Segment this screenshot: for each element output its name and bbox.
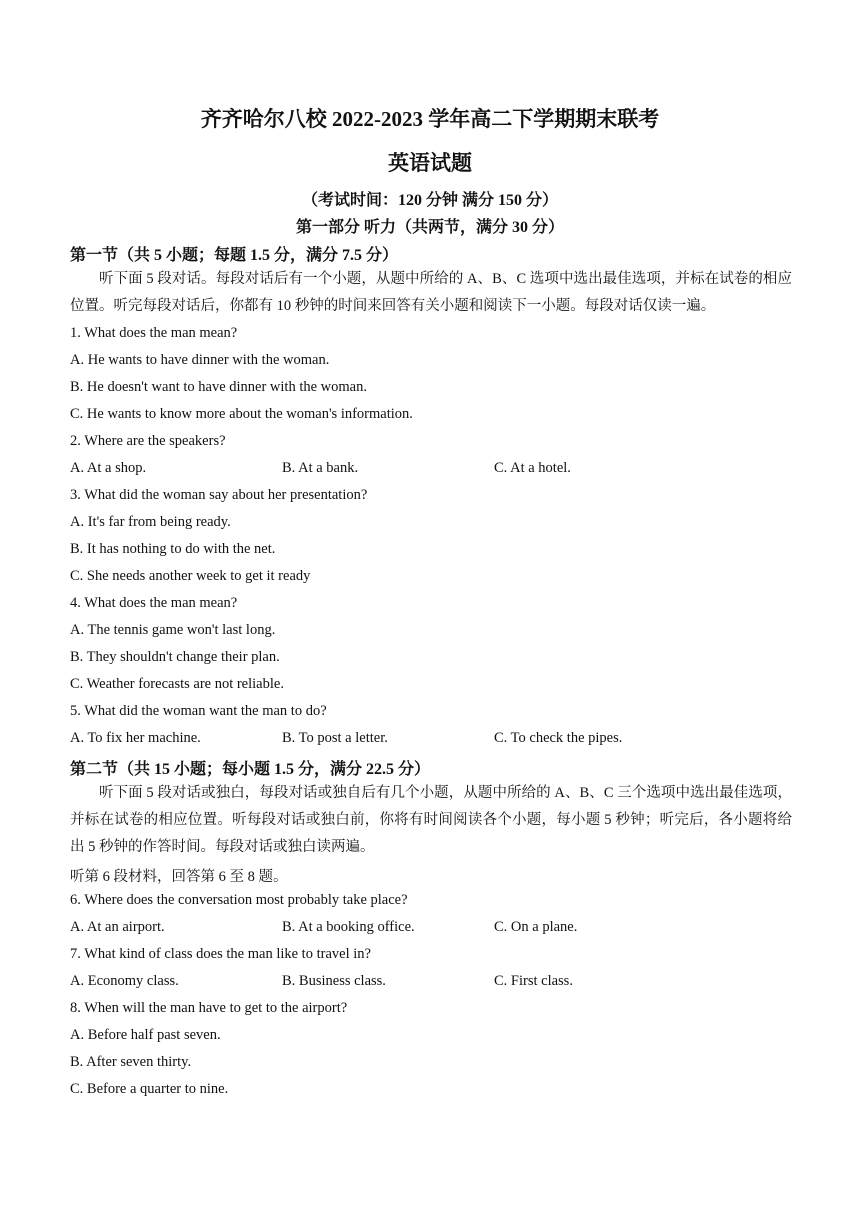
question-5-option-a: A. To fix her machine. [70,730,201,746]
question-5-option-c: C. To check the pipes. [494,730,623,746]
exam-info: （考试时间：120 分钟 满分 150 分） [301,192,558,209]
question-6-option-c: C. On a plane. [494,919,578,935]
question-5: 5. What did the woman want the man to do? [70,703,327,719]
question-7: 7. What kind of class does the man like to travel in? [70,946,371,962]
question-1-option-c: C. He wants to know more about the woman's information. [70,406,413,422]
question-4-option-c: C. Weather forecasts are not reliable. [70,676,284,692]
material-note: 听第 6 段材料，回答第 6 至 8 题。 [70,869,288,885]
question-7-option-b: B. Business class. [282,973,386,989]
question-6-option-a: A. At an airport. [70,919,165,935]
question-8-option-b: B. After seven thirty. [70,1054,192,1070]
question-3: 3. What did the woman say about her presentation? [70,487,368,503]
question-2-option-b: B. At a bank. [282,460,359,476]
question-4-option-b: B. They shouldn't change their plan. [70,649,280,665]
question-7-option-a: A. Economy class. [70,973,179,989]
section1-heading: 第一节（共 5 小题；每题 1.5 分，满分 7.5 分） [70,247,399,264]
exam-subject-title: 英语试题 [388,151,472,175]
question-2-option-c: C. At a hotel. [494,460,571,476]
question-1: 1. What does the man mean? [70,325,238,341]
section2-heading: 第二节（共 15 小题；每小题 1.5 分，满分 22.5 分） [70,761,431,778]
question-3-option-c: C. She needs another week to get it ready [70,568,311,584]
question-1-option-a: A. He wants to have dinner with the woman. [70,352,330,368]
question-5-option-b: B. To post a letter. [282,730,388,746]
question-3-option-a: A. It's far from being ready. [70,514,231,530]
question-2-option-a: A. At a shop. [70,460,147,476]
part-title: 第一部分 听力（共两节，满分 30 分） [295,219,564,236]
question-8-option-c: C. Before a quarter to nine. [70,1081,229,1097]
question-1-option-b: B. He doesn't want to have dinner with the woman. [70,379,367,395]
question-4-option-a: A. The tennis game won't last long. [70,622,276,638]
question-3-option-b: B. It has nothing to do with the net. [70,541,276,557]
question-2: 2. Where are the speakers? [70,433,226,449]
section2-instructions: 听下面 5 段对话或独白，每段对话或独自后有几个小题，从题中所给的 A、B、C 三个选项中选出最佳选项，并标在试卷的相应位置。听每段对话或独白前，你将有时间阅读各个小题，每小题 5 秒钟；听完后，各小题将给出 5 秒钟的作答时间。每段对话或独白读两遍。 [70,785,792,855]
question-7-option-c: C. First class. [494,973,573,989]
question-6: 6. Where does the conversation most probably take place? [70,892,408,908]
exam-title: 齐齐哈尔八校 2022-2023 学年高二下学期期末联考 [200,107,660,131]
question-8: 8. When will the man have to get to the airport? [70,1000,348,1016]
section1-instructions: 听下面 5 段对话。每段对话后有一个小题，从题中所给的 A、B、C 选项中选出最佳选项，并标在试卷的相应位置。听完每段对话后，你都有 10 秒钟的时间来回答有关小题和阅读下一小题。每段对话仅读一遍。 [70,271,792,314]
question-4: 4. What does the man mean? [70,595,238,611]
question-8-option-a: A. Before half past seven. [70,1027,221,1043]
question-6-option-b: B. At a booking office. [282,919,415,935]
